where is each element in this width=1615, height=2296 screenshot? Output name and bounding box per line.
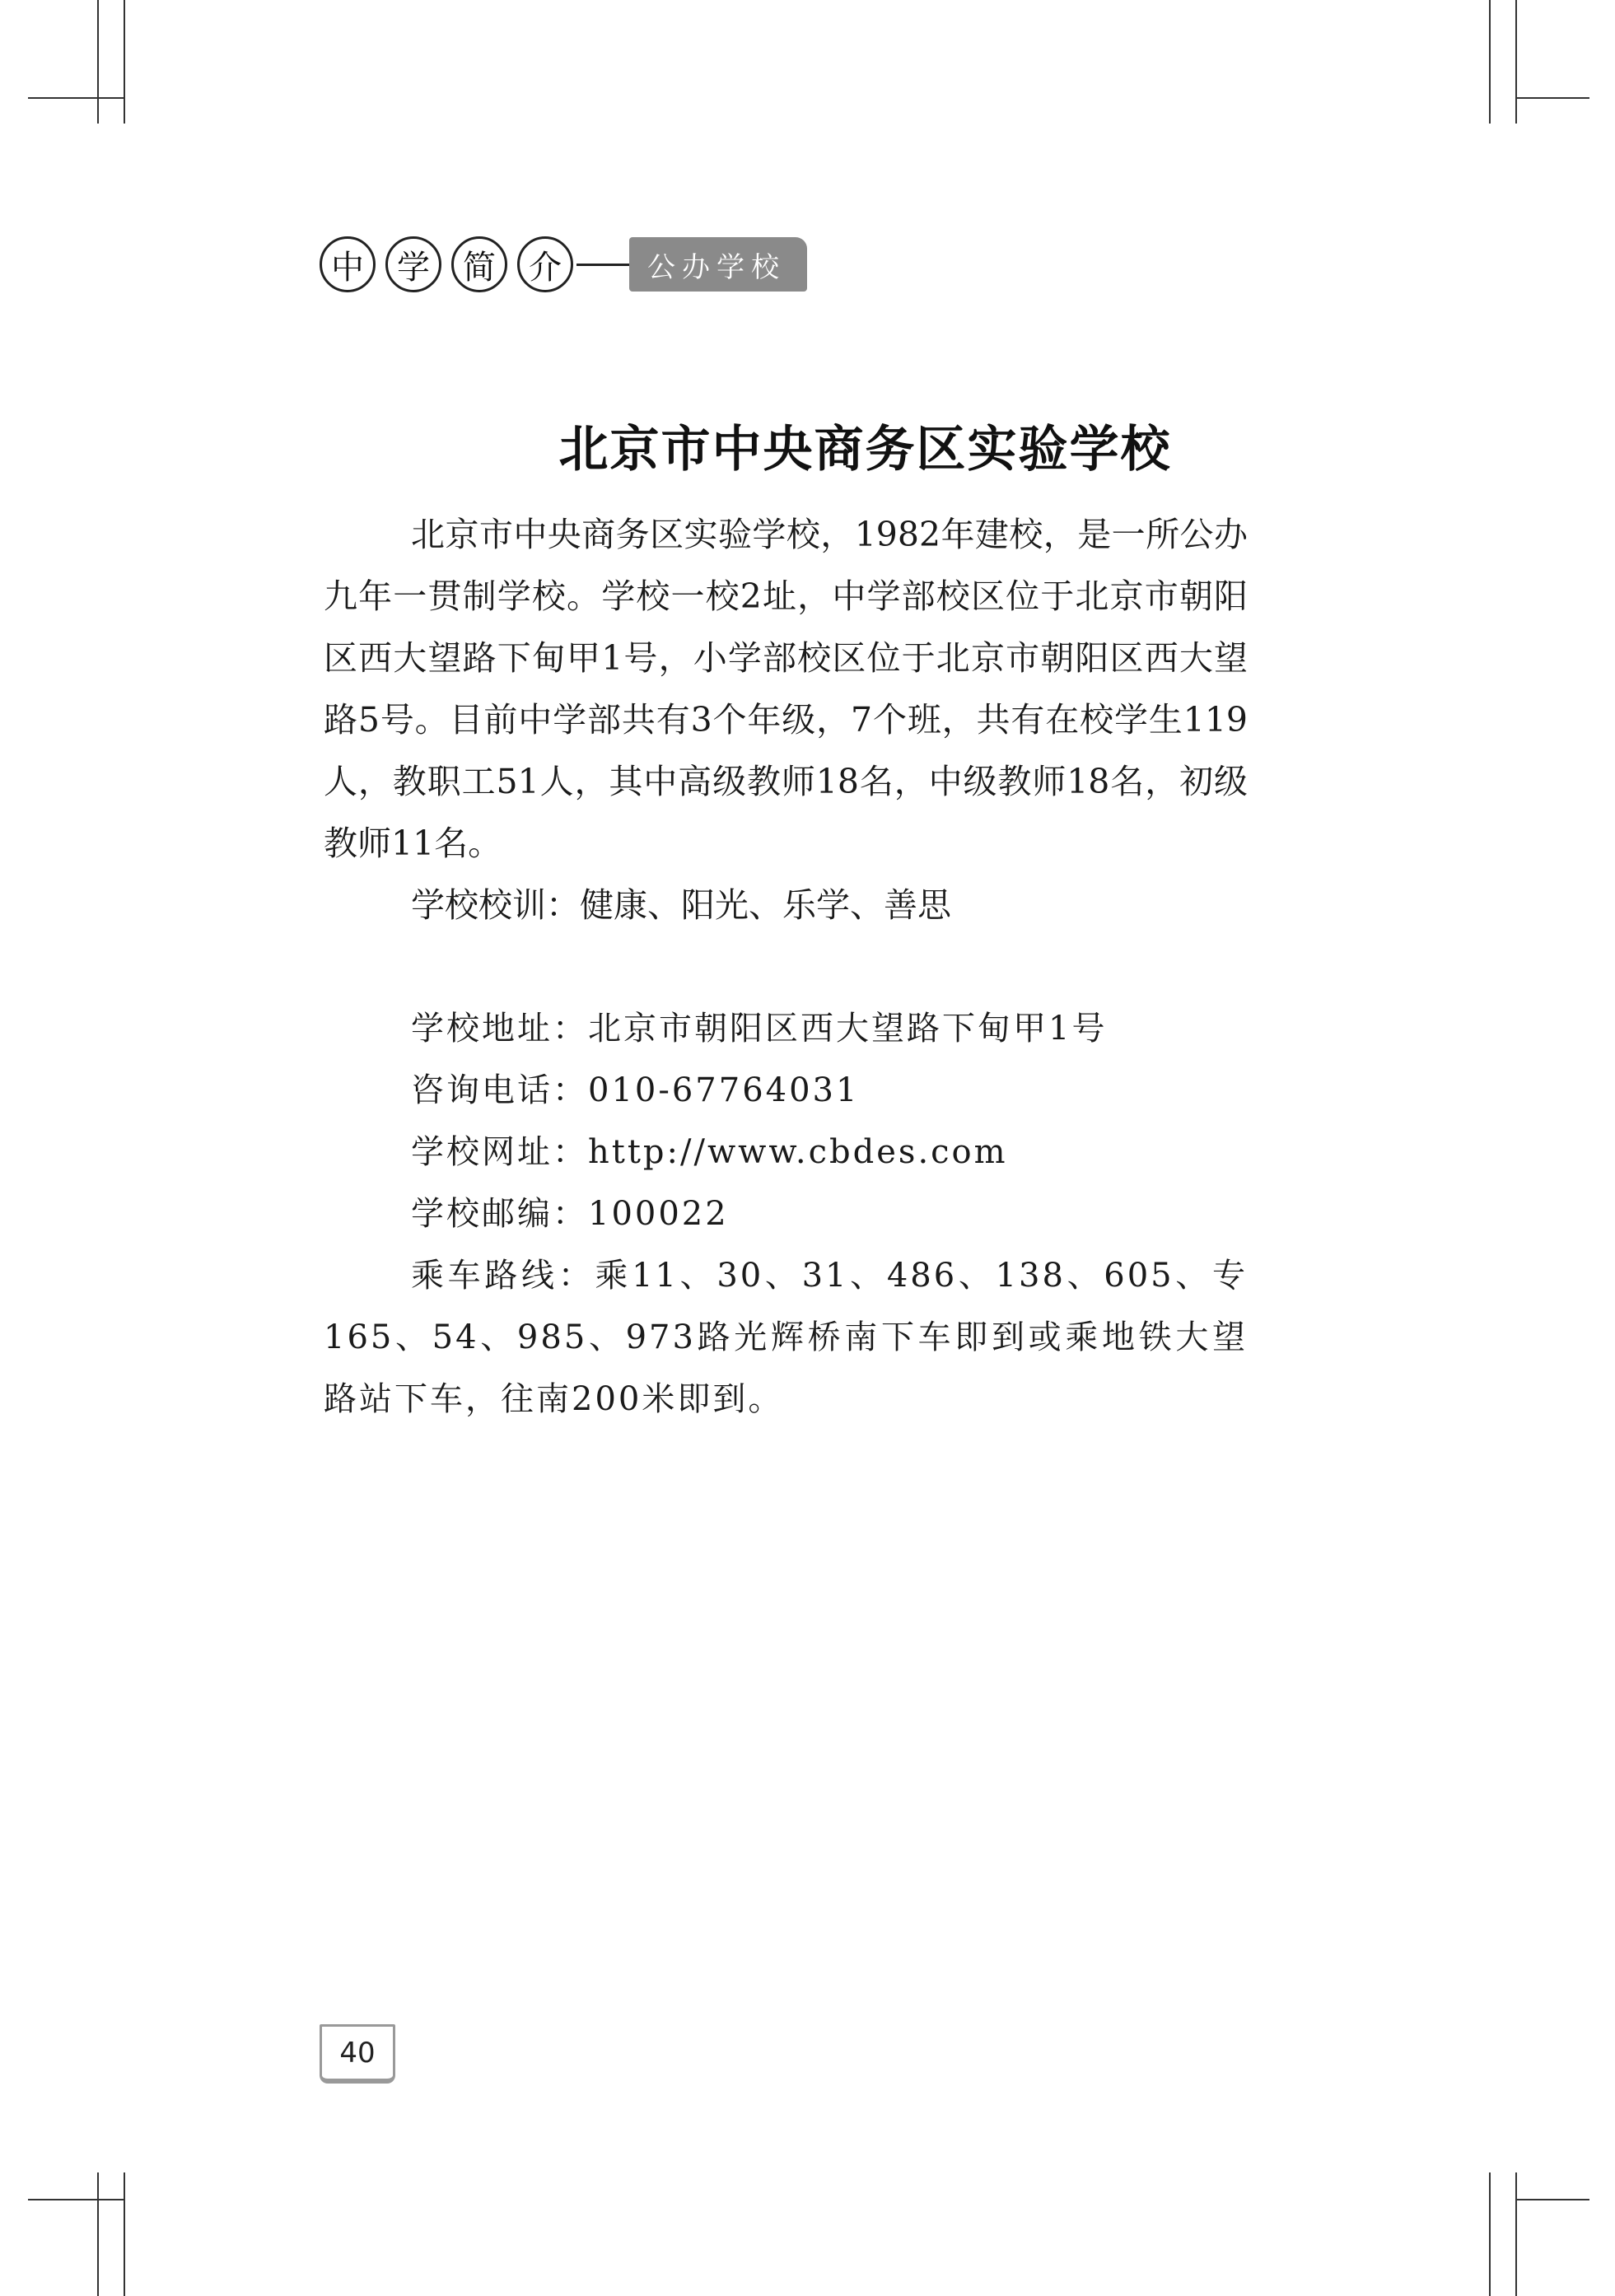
crop-mark [1515, 2199, 1589, 2200]
crop-mark [124, 2172, 125, 2296]
page-title: 北京市中央商务区实验学校 [558, 421, 1172, 478]
section-header [320, 231, 807, 297]
intro-paragraph: 北京市中央商务区实验学校，1982年建校，是一所公办九年一贯制学校。学校一校2址，中学部校区位于北京市朝阳区西大望路下甸甲1号，小学部校区位于北京市朝阳区西大望路5号。目前中学部共有3个年级，7个班，共有在校学生119人，教职工51人，其中高级教师18名，中级教师18名，初级教师11名。 [324, 515, 1248, 863]
circled-char: 简 [451, 236, 507, 292]
article-body [324, 504, 1248, 1430]
crop-mark [1489, 2172, 1491, 2296]
school-motto: 学校校训：健康、阳光、乐学、善思 [411, 885, 951, 925]
crop-mark [28, 97, 124, 99]
category-tag: 公办学校 [629, 237, 807, 292]
crop-mark [1489, 0, 1491, 124]
page-number: 40 [320, 2024, 395, 2084]
address-line: 学校地址：北京市朝阳区西大望路下甸甲1号 [411, 1010, 1108, 1048]
bus-route-paragraph: 乘车路线：乘11、30、31、486、138、605、专165、54、985、973路光辉桥南下车即到或乘地铁大望路站下车，往南200米即到。 [324, 1257, 1248, 1418]
postcode-line: 学校邮编：100022 [411, 1195, 729, 1233]
spacer [324, 936, 1248, 998]
crop-mark [97, 2172, 99, 2296]
crop-mark [124, 0, 125, 124]
website-line: 学校网址：http://www.cbdes.com [411, 1133, 1008, 1171]
phone-line: 咨询电话：010-67764031 [411, 1071, 860, 1109]
crop-mark [1515, 2172, 1517, 2296]
header-connector-line [576, 264, 629, 266]
circled-char: 介 [517, 236, 573, 292]
crop-mark [28, 2199, 124, 2200]
circled-char: 中 [320, 236, 376, 292]
crop-mark [97, 0, 99, 124]
circled-char: 学 [385, 236, 441, 292]
crop-mark [1515, 0, 1517, 124]
crop-mark [1515, 97, 1589, 99]
contact-info [324, 998, 1248, 1430]
